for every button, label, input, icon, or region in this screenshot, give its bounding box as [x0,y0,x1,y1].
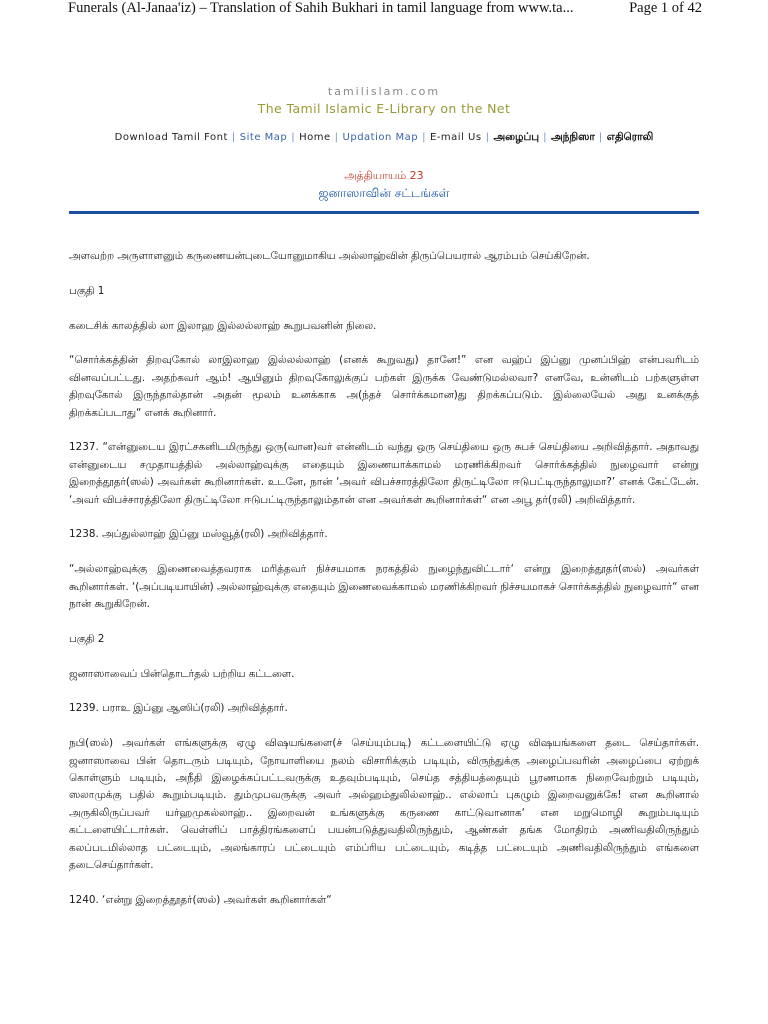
nav-separator: | [485,132,490,143]
paragraph: “சொர்க்கத்தின் திறவுகோல் லாஇலாஹ இல்லல்லாஹ் (எனக் கூறுவது) தானே!” என வஹ்ப் இப்னு முனப்பிஹ் என்பவரிடம் வினவப்பட்டது. அதற்கவர் ஆம்! ஆயினும் திறவுகோலுக்குப் பற்கள் இருக்க வேண்டுமல்லவா? எனவே, உன்னிடம் பற்களுள்ள திறவுகோல் இருந்தால்தான் அதன் மூலம் உனக்காக அ(ந்தச் சொர்க்கமான)து திறக்கப்படும். இல்லையேல் அது உனக்குத் திறக்கப்படாது“ எனக் கூறினார். [69,354,699,419]
print-header [68,0,702,20]
section-label: பகுதி 1 [69,284,105,297]
nav-download-font-link[interactable]: Download Tamil Font [114,132,228,143]
section-heading: கடைசிக் காலத்தில் லா இலாஹ இல்லல்லாஹ் கூறுபவனின் நிலை. [69,319,377,332]
nav-invite-link[interactable]: அழைப்பு [493,131,540,143]
nav-updation-map-link[interactable]: Updation Map [342,132,419,143]
article-body [69,248,699,927]
nav-email-link[interactable]: E-mail Us [430,132,482,143]
print-header-page: Page 1 of 42 [629,0,702,16]
chapter-title: ஜனாஸாவின் சட்டங்கள் [318,186,450,200]
hadith-1238-narrator: 1238. அப்துல்லாஹ் இப்னு மஸ்வூத்(ரலி) அறிவித்தார். [69,528,328,541]
header-divider [69,211,699,214]
site-tagline: The Tamil Islamic E-Library on the Net [257,101,511,116]
nav-bar [0,131,768,144]
nav-home-link[interactable]: Home [299,132,331,143]
nav-echo-link[interactable]: எதிரொலி [606,131,654,143]
nav-separator: | [543,132,547,143]
hadith-1238-text: “அல்லாஹ்வுக்கு இணைவைத்தவராக மரித்தவர் நிச்சயமாக நரகத்தில் நுழைந்துவிட்டார்‘ என்று இறைத்தூதர்(ஸல்) அவர்கள் கூறினார்கள். ‘(அப்படியாயின்) அல்லாஹ்வுக்கு எதையும் இணைவைக்காமல் மரணிக்கிறவர் நிச்சயமாகச் சொர்க்கத்தில் நுழைவார்“ என நான் கூறுகிறேன். [69,563,699,611]
hadith-1239-text: நபி(ஸல்) அவர்கள் எங்களுக்கு ஏழு விஷயங்களை(ச் செய்யும்படி) கட்டளையிட்டு ஏழு விஷயங்களை தடை செய்தார்கள். ஜனாஸாவை பின் தொடரும் படியும், நோயாளியை நலம் விசாரிக்கும் படியும், விருந்துக்கு அழைப்பவரின் அழைப்பை ஏற்றுக் கொள்ளும் படியும், அநீதி இழைக்கப்பட்டவருக்கு உதவும்படியும், செய்த சத்தியத்தையும் பூரணமாக நிறைவேற்றும் படியும், ஸலாமுக்கு பதில் கூறும்படியும். தும்முபவருக்கு அவர் அல்ஹம்துலில்லாஹ்.. எல்லாப் புகழும் இறைவனுக்கே! என கூறினால் அருகிலிருப்பவர் யர்ஹமுகல்லாஹ்.. இறைவன் உங்களுக்கு கருணை காட்டுவானாக‘ என மறுமொழி கூறும்படியும் கட்டளையிட்டார்கள். வெள்ளிப் பாத்திரங்களைப் பயன்படுத்துவதிலிருந்தும், ஆண்கள் தங்க மோதிரம் அணிவதிலிருந்தும் கலப்படமில்லாத பட்டையும், அலங்காரப் பட்டையும் எம்ப்ரிய பட்டையும், கடித்த பட்டையும் அணிவதிலிருந்தும் எங்களை தடைசெய்தார்கள். [69,737,699,872]
hadith-1239-narrator: 1239. பராஉ இப்னு ஆஸிப்(ரலி) அறிவித்தார். [69,702,288,715]
nav-separator: | [422,132,426,143]
nav-separator: | [231,132,236,143]
section-label: பகுதி 2 [69,632,105,645]
nav-separator: | [291,132,296,143]
print-header-title: Funerals (Al-Janaa'iz) – Translation of Sahih Bukhari in tamil language from www.ta... [68,0,574,16]
nav-separator: | [598,132,603,143]
opening-invocation: அளவற்ற அருளாளனும் கருணையன்புடையோனுமாகிய அல்லாஹ்வின் திருப்பெயரால் ஆரம்பம் செய்கிறேன். [69,250,590,262]
chapter-number: அத்தியாயம் 23 [344,169,424,182]
nav-separator: | [334,132,339,143]
hadith-1237: 1237. “என்னுடைய இரட்சகனிடமிருந்து ஒரு(வான)வர் என்னிடம் வந்து ஒரு செய்தியை ஒரு சுபச் செய்தியை அறிவித்தார். அதாவது என்னுடைய சமுதாயத்தில் அல்லாஹ்வுக்கு எதையும் இணையாக்காமல் மரணிக்கிறவர் சொர்க்கத்தில் நுழைவார் என்று இறைத்தூதர்(ஸல்) அவர்கள் கூறினார்கள். உடனே, நான் ‘அவர் விபச்சாரத்திலோ திருட்டிலோ ஈடுபட்டிருந்தாலுமா?’ எனக் கேட்டேன். ‘அவர் விபச்சாரத்திலோ திருட்டிலோ ஈடுபட்டிருந்தாலும்தான் என அவர்கள் கூறினார்கள்“ என அபூ தர்(ரலி) அறிவித்தார். [69,441,699,506]
nav-anisa-link[interactable]: அந்நிஸா [551,131,595,143]
site-name: tamilislam.com [327,85,441,98]
hadith-1240: 1240. ‘என்று இறைத்தூதர்(ஸல்) அவர்கள் கூறினார்கள்“ [69,893,332,906]
nav-site-map-link[interactable]: Site Map [239,132,288,143]
section-heading: ஜனாஸாவைப் பின்தொடர்தல் பற்றிய கட்டளை. [69,667,295,680]
